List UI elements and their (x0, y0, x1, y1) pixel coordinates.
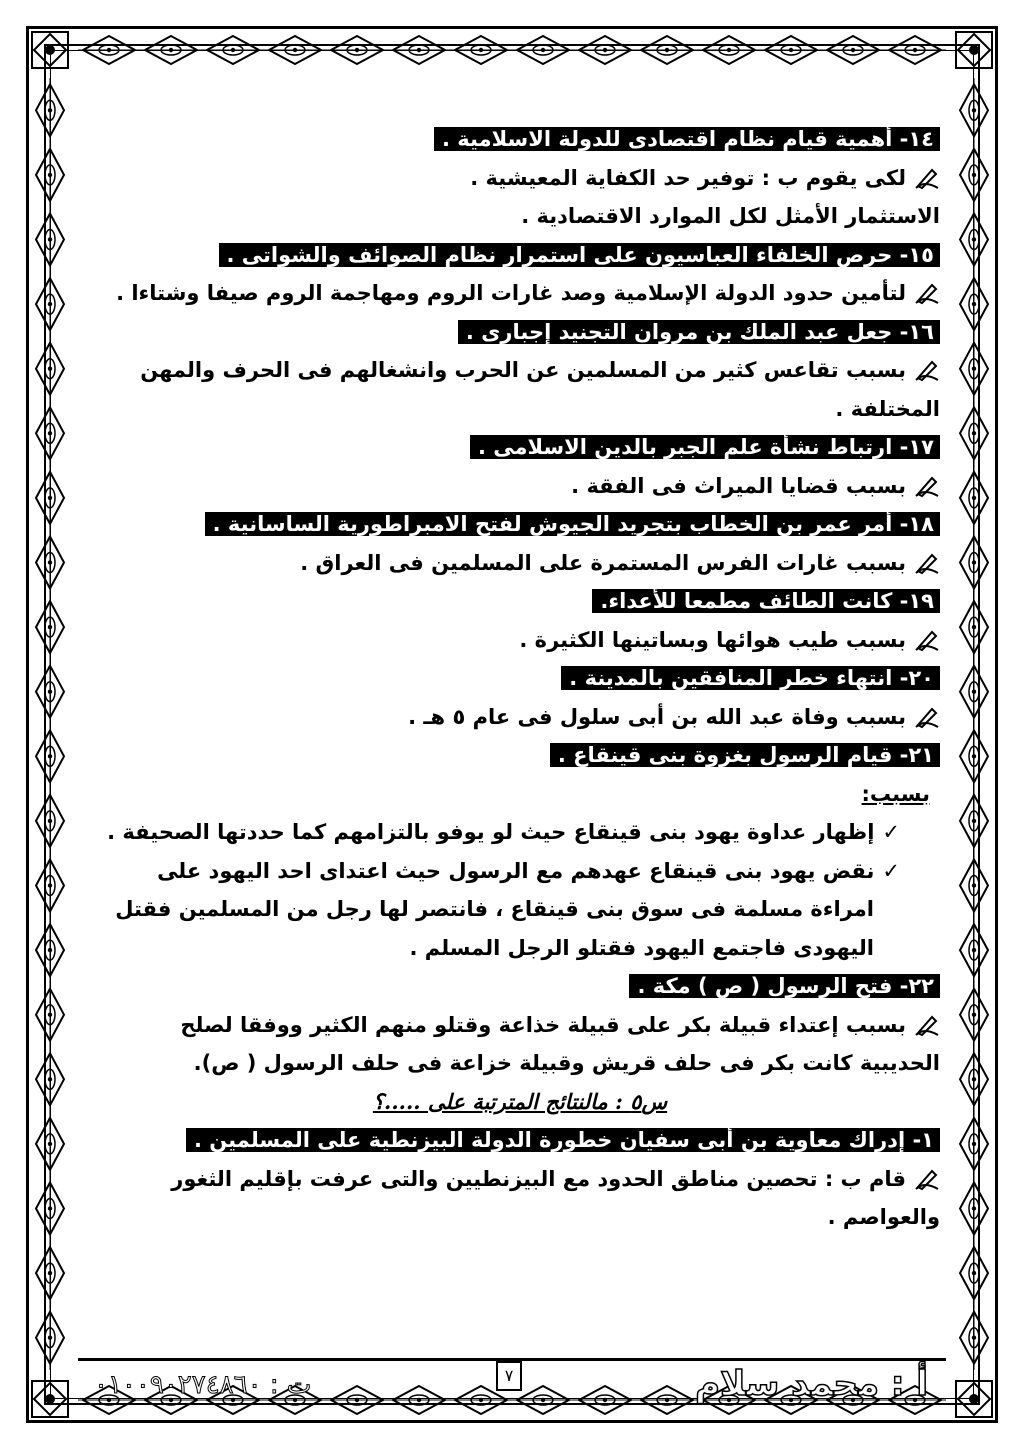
item-heading-text: ١٦- جعل عبد الملك بن مروان التجنيد إجبارى . (458, 320, 940, 344)
corner-ornament (950, 26, 998, 74)
item-heading-text: ١٧- ارتباط نشأة علم الجبر بالدين الاسلامى . (470, 435, 940, 459)
answer-line (171, 1162, 940, 1196)
reason-continuation: امراءة مسلمة فى سوق بنى قينقاع ، فانتصر لها رجل من المسلمين فقتل (115, 897, 874, 921)
item-heading (458, 315, 940, 349)
answer-text: بسبب تقاعس كثير من المسلمين عن الحرب وانشغالهم فى الحرف والمهن (140, 358, 906, 382)
pen-writing-icon (914, 1167, 940, 1191)
item-heading-text: ١٨- أمر عمر بن الخطاب بتجريد الجيوش لفتح الامبراطورية الساسانية . (205, 512, 940, 536)
item-heading (219, 238, 940, 272)
item-heading (592, 584, 940, 618)
answer-line (116, 276, 940, 310)
corner-ornament (26, 1375, 74, 1423)
check-mark-icon: ✓ (882, 858, 900, 883)
item-heading (550, 738, 940, 772)
answer-continuation: الاستثمار الأمثل لكل الموارد الاقتصادية . (521, 204, 940, 228)
item-heading-text: ١٥- حرص الخلفاء العباسيون على استمرار نظام الصوائف والشواتى . (219, 243, 940, 267)
reason-line (157, 854, 900, 888)
border-ornament-left (30, 78, 70, 1370)
item-heading-text: ١- إدراك معاوية بن أبى سفيان خطورة الدولة البيزنطية على المسلمين . (186, 1128, 940, 1152)
answer-line (300, 546, 940, 580)
item-heading-text: ٢١- قيام الرسول بغزوة بنى قينقاع . (550, 743, 940, 767)
reason-text: إظهار عداوة يهود بنى قينقاع حيث لو يوفو بالتزامهم كما حددتها الصحيفة . (107, 820, 875, 844)
item-heading (561, 661, 940, 695)
answer-text: لكى يقوم ب : توفير حد الكفاية المعيشية . (470, 165, 906, 190)
item-heading-text: ١٤- أهمية قيام نظام اقتصادى للدولة الاسلامية . (434, 127, 940, 151)
corner-ornament (950, 1375, 998, 1423)
border-ornament-right (954, 78, 994, 1370)
page-number: ٧ (496, 1361, 522, 1391)
item-heading-text: ١٩- كانت الطائف مطمعا للأعداء. (592, 589, 940, 613)
pen-writing-icon (914, 281, 940, 305)
reason-text: نقض يهود بنى قينقاع عهدهم مع الرسول حيث اعتداى احد اليهود على (157, 858, 875, 883)
item-heading (470, 430, 940, 464)
item-heading (186, 1123, 940, 1157)
reason-label-text: بسبب: (861, 781, 930, 806)
answer-text: بسبب إعتداء قبيلة بكر على قبيلة خذاعة وقتلو منهم الكثير ووفقا لصلح (180, 1012, 906, 1037)
answer-text: لتأمين حدود الدولة الإسلامية وصد غارات الروم ومهاجمة الروم صيفا وشتاءا . (116, 281, 906, 305)
answer-line (470, 161, 940, 195)
item-heading (629, 969, 940, 1003)
pen-writing-icon (914, 1013, 940, 1037)
item-heading (205, 507, 940, 541)
item-heading-text: ٢٠- انتهاء خطر المنافقين بالمدينة . (561, 666, 940, 690)
answer-text: بسبب طيب هوائها وبساتينها الكثيرة . (519, 627, 906, 652)
answer-text: قام ب : تحصين مناطق الحدود مع البيزنطيين والتى عرفت بإقليم الثغور (171, 1166, 906, 1191)
pen-writing-icon (914, 705, 940, 729)
answer-line (140, 353, 940, 387)
pen-writing-icon (914, 628, 940, 652)
footer-phone: ت : ٠١٠٠٩٠٢٧٤٨٦٠ (94, 1370, 312, 1400)
item-heading-text: ٢٢- فتح الرسول ( ص ) مكة . (629, 974, 940, 998)
answer-text: بسبب غارات الفرس المستمرة على المسلمين فى العراق . (300, 550, 906, 575)
pen-writing-icon (914, 358, 940, 382)
reason-label (862, 777, 930, 811)
pen-writing-icon (914, 474, 940, 498)
question-heading: س٥ : مالنتائج المترتبة على .....؟ (372, 1088, 668, 1114)
answer-text: بسبب وفاة عبد الله بن أبى سلول فى عام ٥ هـ . (408, 704, 906, 729)
reason-line (107, 815, 900, 849)
answer-line (519, 623, 940, 657)
item-heading (434, 122, 940, 156)
border-ornament-top (78, 30, 946, 70)
answer-line (571, 469, 940, 503)
pen-writing-icon (914, 166, 940, 190)
answer-line (180, 1008, 940, 1042)
answer-text: بسبب قضايا الميراث فى الفقة . (571, 473, 906, 498)
pen-writing-icon (914, 551, 940, 575)
reason-continuation: اليهودى فاجتمع اليهود فقتلو الرجل المسلم . (409, 935, 874, 960)
answer-line (408, 700, 940, 734)
answer-continuation: المختلفة . (835, 396, 940, 421)
answer-continuation: والعواصم . (827, 1205, 940, 1229)
answer-continuation: الحديبية كانت بكر فى حلف قريش وقبيلة خزاعة فى حلف الرسول ( ص). (193, 1051, 940, 1075)
check-mark-icon: ✓ (882, 820, 900, 844)
corner-ornament (26, 26, 74, 74)
footer-author-name: أ : محمد سلام (695, 1364, 928, 1404)
